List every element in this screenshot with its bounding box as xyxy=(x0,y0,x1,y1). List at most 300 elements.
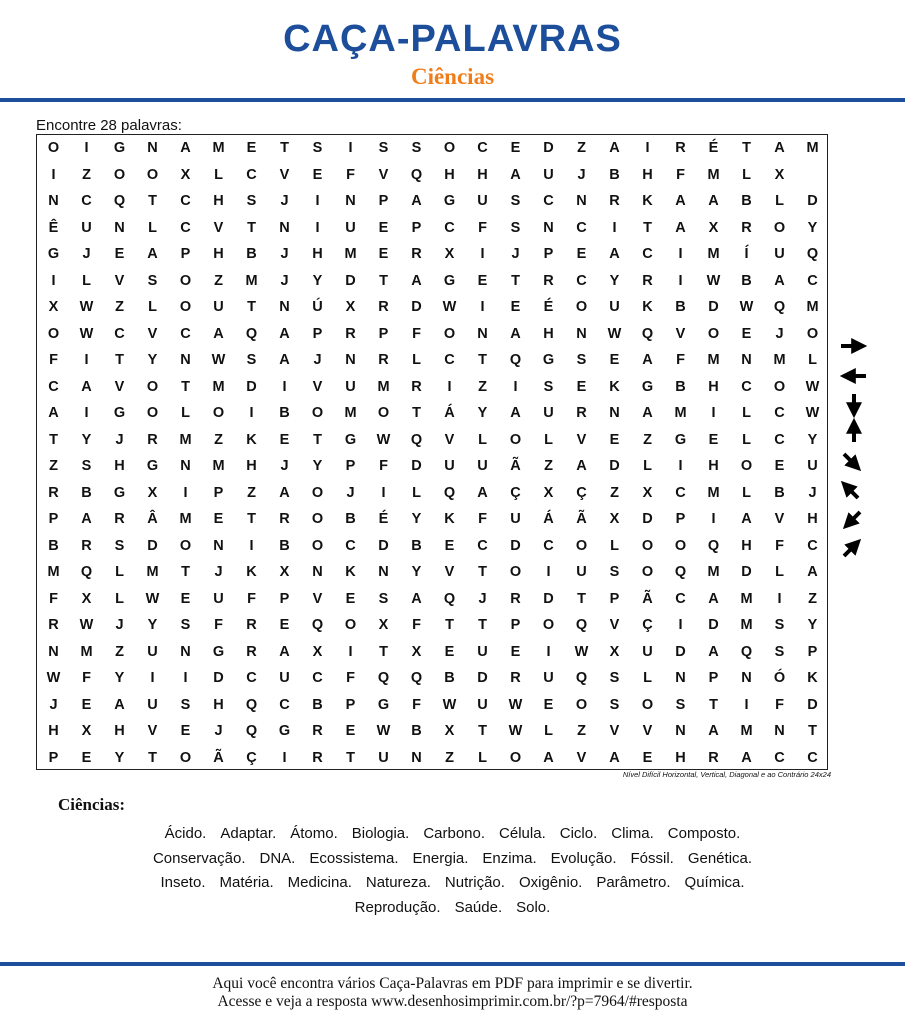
grid-letter: M xyxy=(740,723,753,739)
grid-letter: B xyxy=(345,511,356,527)
grid-letter: Q xyxy=(575,670,588,686)
word-item: Saúde. xyxy=(454,898,503,916)
grid-letter: C xyxy=(246,670,257,686)
grid-letter: E xyxy=(576,378,587,395)
grid-letter: N xyxy=(279,219,290,236)
grid-letter: E xyxy=(213,511,224,527)
grid-letter: I xyxy=(84,352,89,368)
grid-letter: D xyxy=(411,458,422,474)
grid-letter: L xyxy=(643,458,652,474)
grid-letter: M xyxy=(80,643,93,660)
grid-letter: K xyxy=(609,378,620,395)
grid-letter: F xyxy=(676,352,685,368)
grid-letter: J xyxy=(511,246,520,262)
bottom-divider xyxy=(0,962,905,966)
grid-letter: I xyxy=(381,484,386,501)
grid-letter: V xyxy=(576,431,587,448)
arrow-up-right-icon xyxy=(844,544,856,556)
arrow-down-left-icon xyxy=(848,512,860,524)
grid-letter: N xyxy=(345,352,356,368)
grid-letter: T xyxy=(148,193,157,209)
grid-letter: N xyxy=(411,749,422,766)
grid-letter: Z xyxy=(610,484,619,501)
grid-letter: T xyxy=(247,219,256,236)
grid-letter: J xyxy=(775,325,784,342)
grid-letter: I xyxy=(183,670,188,686)
grid-row xyxy=(37,294,829,321)
grid-letter: V xyxy=(114,378,125,395)
grid-letter: B xyxy=(48,537,59,554)
grid-letter: Q xyxy=(245,325,258,342)
grid-letter: C xyxy=(807,749,818,766)
grid-row xyxy=(37,639,829,666)
grid-letter: P xyxy=(213,484,224,501)
grid-letter: Q xyxy=(674,564,687,580)
grid-letter: X xyxy=(609,643,620,660)
grid-letter: V xyxy=(312,378,323,395)
grid-row xyxy=(37,347,829,374)
grid-letter: B xyxy=(741,193,752,209)
grid-letter: A xyxy=(279,484,290,501)
word-list-heading: Ciências: xyxy=(58,795,126,814)
grid-letter: O xyxy=(443,325,456,342)
grid-letter: Q xyxy=(740,643,753,660)
grid-letter: L xyxy=(478,431,487,448)
grid-letter: M xyxy=(212,378,225,395)
grid-letter: I xyxy=(150,670,155,686)
grid-letter: Z xyxy=(214,431,223,448)
grid-letter: D xyxy=(543,590,554,607)
grid-letter: N xyxy=(48,643,59,660)
grid-letter: W xyxy=(706,272,721,289)
grid-letter: F xyxy=(214,617,223,633)
word-item: Conservação. xyxy=(152,849,246,867)
grid-letter: Y xyxy=(477,405,488,421)
grid-letter: C xyxy=(180,193,191,209)
grid-letter: S xyxy=(378,140,389,156)
grid-letter: E xyxy=(312,166,323,183)
grid-letter: M xyxy=(707,484,720,501)
grid-letter: V xyxy=(114,272,125,289)
grid-row xyxy=(37,480,829,507)
grid-letter: Z xyxy=(478,378,487,395)
grid-letter: I xyxy=(678,458,683,474)
grid-letter: A xyxy=(411,590,422,607)
grid-row xyxy=(37,612,829,639)
grid-row xyxy=(37,718,829,745)
grid-letter: R xyxy=(378,299,389,315)
grid-letter: G xyxy=(212,643,225,660)
word-item: Reprodução. xyxy=(354,898,441,916)
grid-letter: Z xyxy=(247,484,256,501)
grid-letter: O xyxy=(311,405,324,421)
grid-letter: Y xyxy=(312,458,323,474)
grid-letter: H xyxy=(48,723,59,739)
grid-letter: C xyxy=(444,219,455,236)
grid-letter: T xyxy=(478,617,487,633)
grid-letter: Q xyxy=(509,352,522,368)
grid-letter: R xyxy=(708,749,719,766)
grid-letter: Q xyxy=(410,166,423,183)
grid-letter: Y xyxy=(807,617,818,633)
grid-letter: B xyxy=(444,670,455,686)
grid-letter: T xyxy=(412,405,421,421)
grid-letter: E xyxy=(279,617,290,633)
grid-letter: C xyxy=(279,696,290,713)
grid-letter: N xyxy=(774,723,785,739)
grid-letter: L xyxy=(610,537,619,554)
grid-letter: X xyxy=(312,643,323,660)
grid-letter: P xyxy=(345,696,356,713)
grid-letter: D xyxy=(411,299,422,315)
grid-letter: C xyxy=(807,272,818,289)
grid-letter: S xyxy=(576,352,587,368)
grid-letter: Q xyxy=(575,617,588,633)
letter-grid xyxy=(36,134,828,770)
grid-letter: W xyxy=(739,299,754,315)
grid-letter: O xyxy=(641,564,654,580)
grid-letter: B xyxy=(741,272,752,289)
word-item: Adaptar. xyxy=(220,825,277,842)
grid-letter: É xyxy=(708,140,719,156)
grid-letter: S xyxy=(609,564,620,580)
grid-letter: C xyxy=(807,537,818,554)
grid-letter: E xyxy=(510,299,521,315)
grid-letter: I xyxy=(447,378,452,395)
grid-row xyxy=(37,135,829,162)
grid-letter: D xyxy=(675,643,686,660)
grid-letter: U xyxy=(477,193,488,209)
grid-letter: P xyxy=(48,511,59,527)
grid-letter: S xyxy=(543,378,554,395)
word-item: Inseto. xyxy=(160,874,206,891)
grid-letter: T xyxy=(511,272,520,289)
grid-letter: F xyxy=(346,670,355,686)
grid-letter: A xyxy=(543,749,554,766)
grid-letter: C xyxy=(675,590,686,607)
grid-letter: H xyxy=(477,166,488,183)
grid-letter: E xyxy=(345,723,356,739)
grid-letter: L xyxy=(412,484,421,501)
grid-letter: U xyxy=(576,564,587,580)
grid-letter: T xyxy=(643,219,652,236)
grid-letter: S xyxy=(774,617,785,633)
grid-letter: U xyxy=(543,166,554,183)
grid-letter: A xyxy=(642,405,653,421)
grid-letter: O xyxy=(47,140,60,156)
grid-letter: P xyxy=(312,325,323,342)
grid-letter: I xyxy=(546,564,551,580)
grid-letter: S xyxy=(609,670,620,686)
word-line xyxy=(40,822,865,847)
grid-letter: O xyxy=(641,537,654,554)
grid-letter: K xyxy=(642,299,653,315)
word-item: Energia. xyxy=(412,849,469,867)
grid-letter: T xyxy=(742,140,751,156)
grid-letter: T xyxy=(247,511,256,527)
grid-letter: P xyxy=(675,511,686,527)
grid-letter: I xyxy=(348,140,353,156)
grid-letter: L xyxy=(742,484,751,501)
grid-letter: Q xyxy=(773,299,786,315)
grid-letter: I xyxy=(678,617,683,633)
grid-letter: R xyxy=(345,325,356,342)
word-item: Biologia. xyxy=(351,825,410,842)
grid-letter: A xyxy=(279,352,290,368)
grid-letter: S xyxy=(675,696,686,713)
grid-letter: B xyxy=(279,537,290,554)
grid-letter: R xyxy=(48,617,59,633)
grid-letter: Z xyxy=(577,140,586,156)
grid-row xyxy=(37,215,829,242)
grid-letter: N xyxy=(345,193,356,209)
grid-letter: C xyxy=(477,537,488,554)
grid-letter: X xyxy=(708,219,719,236)
grid-letter: W xyxy=(145,590,160,607)
grid-letter: S xyxy=(81,458,92,474)
grid-row xyxy=(37,665,829,692)
grid-letter: E xyxy=(741,325,752,342)
grid-letter: L xyxy=(214,166,223,183)
grid-letter: X xyxy=(345,299,356,315)
grid-letter: Ç xyxy=(510,484,521,501)
grid-letter: J xyxy=(280,458,289,474)
grid-letter: T xyxy=(247,299,256,315)
grid-letter: Q xyxy=(245,696,258,713)
grid-letter: S xyxy=(510,193,521,209)
grid-letter: I xyxy=(315,219,320,236)
grid-letter: U xyxy=(609,299,620,315)
grid-letter: H xyxy=(642,166,653,183)
grid-letter: P xyxy=(609,590,620,607)
grid-letter: O xyxy=(146,166,159,183)
grid-letter: A xyxy=(147,246,158,262)
grid-letter: K xyxy=(807,670,818,686)
grid-letter: B xyxy=(675,378,686,395)
grid-letter: N xyxy=(675,670,686,686)
grid-letter: Q xyxy=(410,431,423,448)
grid-letter: R xyxy=(378,352,389,368)
word-item: Clima. xyxy=(611,825,654,842)
top-divider xyxy=(0,98,905,102)
grid-letter: O xyxy=(641,696,654,713)
grid-letter: O xyxy=(47,325,60,342)
grid-letter: X xyxy=(378,617,389,633)
word-item: Enzima. xyxy=(482,849,537,867)
grid-letter: B xyxy=(312,696,323,713)
grid-letter: O xyxy=(674,537,687,554)
grid-letter: V xyxy=(642,723,653,739)
grid-letter: I xyxy=(51,272,56,289)
grid-letter: Y xyxy=(147,617,158,633)
grid-letter: I xyxy=(711,511,716,527)
grid-letter: I xyxy=(645,140,650,156)
word-item: Parâmetro. xyxy=(596,874,671,891)
grid-letter: C xyxy=(81,193,92,209)
grid-letter: O xyxy=(575,696,588,713)
grid-letter: U xyxy=(213,299,224,315)
grid-letter: E xyxy=(81,749,92,766)
grid-letter: Y xyxy=(411,564,422,580)
grid-letter: C xyxy=(246,166,257,183)
grid-letter: C xyxy=(642,246,653,262)
grid-letter: U xyxy=(477,696,488,713)
grid-letter: T xyxy=(478,352,487,368)
grid-letter: N xyxy=(576,193,587,209)
grid-letter: R xyxy=(741,219,752,236)
grid-letter: Q xyxy=(113,193,126,209)
grid-letter: M xyxy=(179,431,192,448)
grid-letter: S xyxy=(180,617,191,633)
grid-letter: D xyxy=(642,511,653,527)
grid-letter: W xyxy=(508,723,523,739)
grid-letter: R xyxy=(675,140,686,156)
grid-letter: Y xyxy=(312,272,323,289)
grid-letter: D xyxy=(510,537,521,554)
grid-letter: U xyxy=(477,458,488,474)
grid-letter: S xyxy=(147,272,158,289)
grid-letter: E xyxy=(378,219,389,236)
grid-letter: U xyxy=(642,643,653,660)
grid-letter: B xyxy=(279,405,290,421)
grid-letter: D xyxy=(543,140,554,156)
grid-letter: J xyxy=(214,564,223,580)
grid-letter: I xyxy=(84,405,89,421)
grid-letter: A xyxy=(213,325,224,342)
grid-letter: C xyxy=(774,749,785,766)
grid-letter: S xyxy=(246,352,257,368)
grid-letter: U xyxy=(81,219,92,236)
grid-letter: X xyxy=(81,723,92,739)
grid-letter: T xyxy=(346,749,355,766)
word-item: Matéria. xyxy=(219,874,274,891)
grid-letter: H xyxy=(741,537,752,554)
grid-letter: V xyxy=(147,723,158,739)
word-item: Ecossistema. xyxy=(309,849,399,867)
grid-letter: T xyxy=(280,140,289,156)
grid-letter: U xyxy=(147,643,158,660)
grid-letter: F xyxy=(775,537,784,554)
grid-letter: E xyxy=(642,749,653,766)
grid-letter: N xyxy=(147,140,158,156)
grid-letter: O xyxy=(740,458,753,474)
grid-letter: C xyxy=(345,537,356,554)
grid-letter: Z xyxy=(214,272,223,289)
grid-letter: D xyxy=(345,272,356,289)
grid-letter: R xyxy=(411,246,422,262)
grid-letter: B xyxy=(675,299,686,315)
grid-letter: E xyxy=(444,643,455,660)
word-item: Ciclo. xyxy=(559,825,598,842)
grid-letter: Ã xyxy=(576,511,587,527)
grid-letter: I xyxy=(744,696,749,713)
grid-letter: D xyxy=(708,299,719,315)
word-item: Evolução. xyxy=(550,849,617,867)
grid-letter: O xyxy=(311,537,324,554)
grid-letter: A xyxy=(708,643,719,660)
grid-letter: C xyxy=(741,378,752,395)
grid-letter: G xyxy=(641,378,654,395)
word-line xyxy=(40,871,865,896)
grid-letter: R xyxy=(114,511,125,527)
grid-letter: X xyxy=(543,484,554,501)
grid-letter: I xyxy=(777,590,782,607)
grid-letter: L xyxy=(181,405,190,421)
grid-letter: Q xyxy=(443,484,456,501)
grid-letter: F xyxy=(478,511,487,527)
grid-letter: Z xyxy=(115,643,124,660)
grid-letter: Ç xyxy=(576,484,587,501)
grid-letter: T xyxy=(379,643,388,660)
grid-letter: S xyxy=(246,193,257,209)
grid-letter: Ã xyxy=(642,590,653,607)
grid-letter: R xyxy=(510,590,521,607)
grid-letter: D xyxy=(741,564,752,580)
grid-letter: N xyxy=(48,193,59,209)
grid-letter: A xyxy=(609,140,620,156)
grid-letter: P xyxy=(180,246,191,262)
grid-letter: D xyxy=(378,537,389,554)
grid-letter: T xyxy=(148,749,157,766)
grid-letter: P xyxy=(411,219,422,236)
grid-letter: C xyxy=(312,670,323,686)
grid-letter: Q xyxy=(707,537,720,554)
grid-letter: Z xyxy=(49,458,58,474)
grid-letter: F xyxy=(412,325,421,342)
grid-letter: Q xyxy=(806,246,819,262)
grid-letter: T xyxy=(181,564,190,580)
grid-letter: X xyxy=(147,484,158,501)
grid-letter: T xyxy=(115,352,124,368)
grid-letter: W xyxy=(376,431,391,448)
grid-letter: Z xyxy=(115,299,124,315)
grid-letter: C xyxy=(477,140,488,156)
grid-letter: B xyxy=(609,166,620,183)
grid-letter: N xyxy=(543,219,554,236)
grid-letter: G xyxy=(113,405,126,421)
grid-letter: S xyxy=(411,140,422,156)
grid-letter: H xyxy=(114,723,125,739)
grid-letter: I xyxy=(249,537,254,554)
grid-letter: H xyxy=(444,166,455,183)
grid-letter: M xyxy=(245,272,258,289)
grid-letter: E xyxy=(444,537,455,554)
page-title: CAÇA-PALAVRAS xyxy=(283,18,622,60)
grid-letter: M xyxy=(806,299,819,315)
grid-letter: E xyxy=(345,590,356,607)
grid-letter: O xyxy=(773,378,786,395)
grid-letter: M xyxy=(707,564,720,580)
grid-letter: K xyxy=(246,564,257,580)
grid-letter: O xyxy=(179,537,192,554)
word-item: Solo. xyxy=(516,898,551,916)
grid-letter: W xyxy=(508,696,523,713)
grid-row xyxy=(37,559,829,586)
grid-letter: O xyxy=(575,537,588,554)
grid-letter: U xyxy=(543,670,554,686)
grid-letter: D xyxy=(609,458,620,474)
grid-letter: M xyxy=(674,405,687,421)
grid-letter: P xyxy=(378,193,389,209)
grid-letter: G xyxy=(344,431,357,448)
grid-letter: L xyxy=(742,166,751,183)
grid-letter: I xyxy=(249,405,254,421)
grid-letter: W xyxy=(79,299,94,315)
grid-letter: K xyxy=(642,193,653,209)
grid-row xyxy=(37,427,829,454)
grid-letter: N xyxy=(378,564,389,580)
grid-letter: X xyxy=(444,723,455,739)
